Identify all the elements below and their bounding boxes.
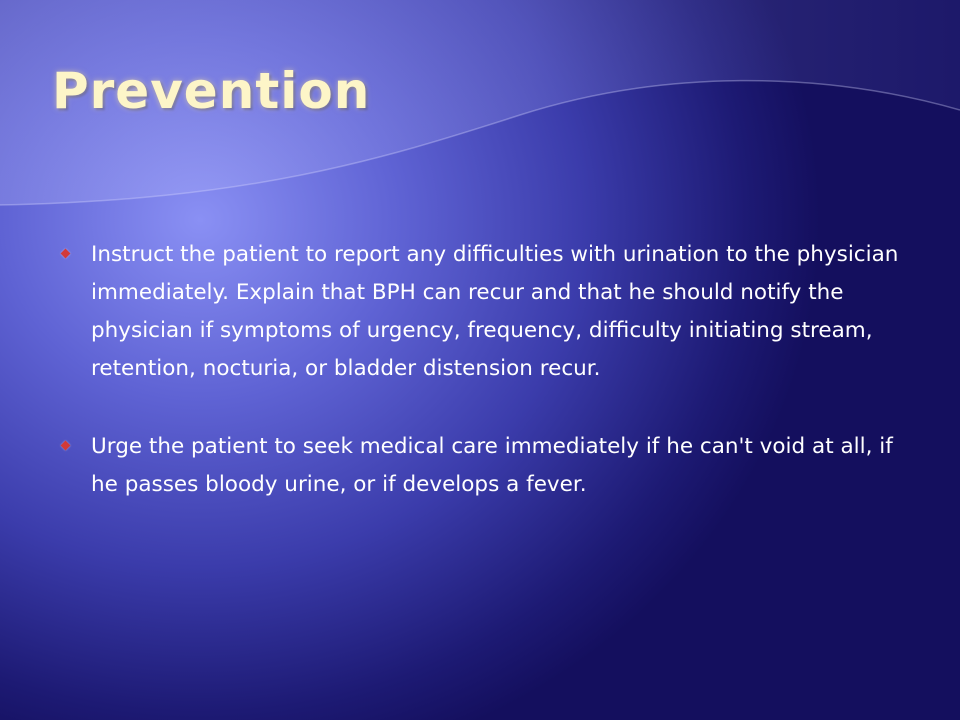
diamond-bullet-icon	[61, 249, 71, 259]
bullet-text: Urge the patient to seek medical care immediately if he can't void at all, if he passes bloody urine, or if develops a fever.	[91, 434, 893, 497]
bullet-text: Instruct the patient to report any difficulties with urination to the physician immediately. Explain that BPH can recur and that he should notify the physician if symptoms of urgency, frequency, difficulty initiating stream, retention, nocturia, or bladder distension recur.	[91, 242, 899, 381]
diamond-bullet-icon	[61, 441, 71, 451]
list-item	[56, 236, 916, 388]
list-item	[56, 428, 916, 504]
bullet-list	[56, 236, 916, 544]
slide-title: Prevention	[52, 62, 371, 120]
